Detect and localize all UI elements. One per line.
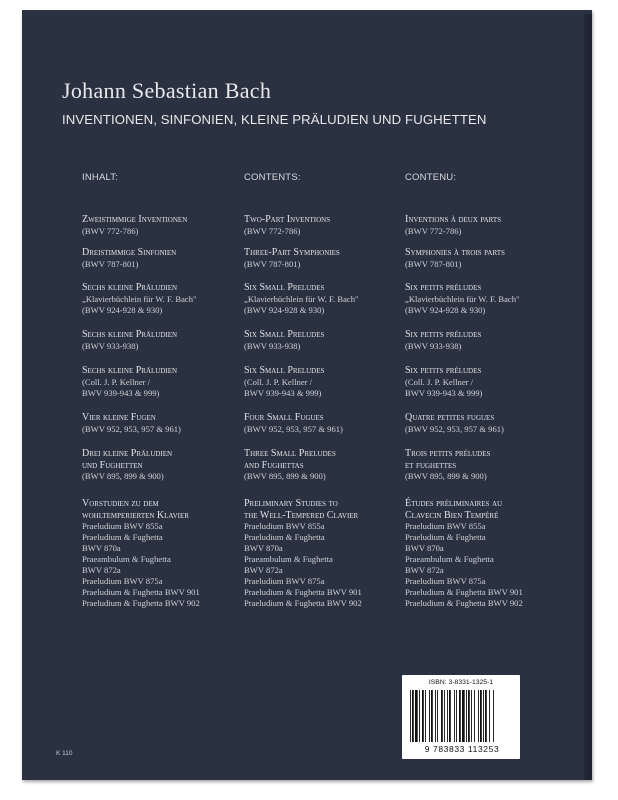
entry-detail-line: „Klavierbüchlein für W. F. Bach" bbox=[405, 293, 520, 304]
barcode-bar bbox=[485, 690, 487, 742]
entry-detail-line: BWV 939-943 & 999) bbox=[244, 387, 322, 398]
entry-detail-line: Praeludium BWV 855a bbox=[82, 521, 163, 531]
entry-title: Six petits préludes bbox=[405, 365, 482, 376]
entry-title: Four Small Fugues bbox=[244, 412, 324, 423]
entry-title: Sechs kleine Präludien bbox=[82, 329, 178, 340]
barcode-bar bbox=[471, 690, 472, 742]
contents-entry bbox=[244, 247, 414, 270]
barcode-bar bbox=[456, 690, 457, 742]
entry-detail-line: Praeambulum & Fughetta bbox=[82, 554, 171, 564]
entry-detail-line: (BWV 787-801) bbox=[405, 258, 462, 269]
entry-detail-line: BWV 870a bbox=[82, 543, 121, 553]
entry-title: Three-Part Symphonies bbox=[244, 247, 340, 258]
contents-column-english bbox=[244, 172, 404, 608]
barcode-bar bbox=[415, 690, 418, 742]
contents-entry bbox=[405, 214, 575, 237]
column-header: CONTENU: bbox=[405, 172, 457, 183]
barcode-bar bbox=[478, 690, 479, 742]
contents-entry bbox=[244, 448, 414, 482]
barcode-bar bbox=[493, 690, 494, 742]
entry-detail-line: (BWV 772-786) bbox=[405, 225, 462, 236]
entry-detail-line: (BWV 952, 953, 957 & 961) bbox=[244, 423, 343, 434]
entry-detail-line: Praeludium & Fughetta BWV 902 bbox=[244, 598, 362, 608]
column-header: CONTENTS: bbox=[244, 172, 301, 183]
entry-detail-line: Praeludium & Fughetta BWV 901 bbox=[244, 587, 362, 597]
entry-title: Drei kleine Präludien und Fughetten bbox=[82, 448, 173, 471]
entry-detail-line: Praeludium & Fughetta BWV 902 bbox=[82, 598, 200, 608]
entry-title: Sechs kleine Präludien bbox=[82, 282, 178, 293]
contents-entry bbox=[244, 498, 414, 609]
contents-column-german bbox=[82, 172, 242, 608]
contents-entry bbox=[405, 448, 575, 482]
barcode-bar bbox=[462, 690, 465, 742]
entry-title: Six petits préludes bbox=[405, 329, 482, 340]
entry-title: Zweistimmige Inventionen bbox=[82, 214, 188, 225]
entry-title: Six Small Preludes bbox=[244, 282, 325, 293]
entry-detail-line: „Klavierbüchlein für W. F. Bach" bbox=[244, 293, 359, 304]
column-header: INHALT: bbox=[82, 172, 119, 183]
barcode-bar bbox=[425, 690, 426, 742]
entry-detail-line: BWV 872a bbox=[405, 565, 444, 575]
contents-entry bbox=[244, 214, 414, 237]
barcode-icon bbox=[410, 690, 514, 742]
entry-title: Vorstudien zu dem wohltemperierten Klavier bbox=[82, 498, 189, 521]
entry-detail-line: (Coll. J. P. Kellner / bbox=[82, 376, 151, 387]
entry-title: Six Small Preludes bbox=[244, 365, 325, 376]
entry-detail-line: BWV 872a bbox=[82, 565, 121, 575]
barcode-bar bbox=[410, 690, 411, 742]
entry-detail-line: Praeambulum & Fughetta bbox=[405, 554, 494, 564]
entry-detail-line: Praeludium & Fughetta bbox=[244, 532, 325, 542]
entry-title: Symphonies à trois parts bbox=[405, 247, 505, 258]
catalog-number: K 110 bbox=[56, 750, 73, 757]
entry-detail-line: (Coll. J. P. Kellner / bbox=[405, 376, 474, 387]
contents-entry bbox=[244, 412, 414, 435]
entry-detail-line: (BWV 924-928 & 930) bbox=[405, 304, 486, 315]
entry-detail-line: (BWV 952, 953, 957 & 961) bbox=[405, 423, 504, 434]
entry-detail-line: Praeludium BWV 875a bbox=[82, 576, 163, 586]
barcode-bar bbox=[419, 690, 420, 742]
barcode-bar bbox=[412, 690, 414, 742]
entry-title: Dreistimmige Sinfonien bbox=[82, 247, 177, 258]
cover-spine-edge bbox=[584, 14, 592, 780]
entry-title: Three Small Preludes and Fughettas bbox=[244, 448, 336, 471]
barcode-bar bbox=[483, 690, 484, 742]
entry-title: Quatre petites fugues bbox=[405, 412, 495, 423]
entry-detail-line: BWV 870a bbox=[405, 543, 444, 553]
contents-entry bbox=[405, 412, 575, 435]
barcode-panel bbox=[402, 675, 520, 759]
entry-detail-line: BWV 939-943 & 999) bbox=[405, 387, 483, 398]
entry-detail-line: (Coll. J. P. Kellner / bbox=[244, 376, 313, 387]
entry-detail-line: Praeludium & Fughetta BWV 901 bbox=[82, 587, 200, 597]
entry-detail-line: BWV 939-943 & 999) bbox=[82, 387, 160, 398]
entry-title: Études préliminaires au Clavecin Bien Tempéré bbox=[405, 498, 503, 521]
contents-entry bbox=[244, 282, 414, 316]
entry-detail-line: „Klavierbüchlein für W. F. Bach" bbox=[82, 293, 197, 304]
contents-entry bbox=[82, 448, 252, 482]
entry-title: Six Small Preludes bbox=[244, 329, 325, 340]
entry-detail-line: (BWV 895, 899 & 900) bbox=[405, 471, 487, 481]
entry-detail-line: (BWV 895, 899 & 900) bbox=[244, 471, 326, 481]
contents-entry bbox=[405, 329, 575, 352]
entry-detail-line: (BWV 772-786) bbox=[82, 225, 139, 236]
barcode-bar bbox=[429, 690, 430, 742]
entry-detail-line: Praeludium BWV 855a bbox=[244, 521, 325, 531]
barcode-bar bbox=[441, 690, 443, 742]
entry-detail-line: (BWV 933-938) bbox=[405, 340, 462, 351]
entry-detail-line: Praeludium & Fughetta BWV 901 bbox=[405, 587, 523, 597]
entry-detail-line: Praeludium & Fughetta bbox=[405, 532, 486, 542]
barcode-bar bbox=[474, 690, 475, 742]
contents-entry bbox=[244, 329, 414, 352]
barcode-bar bbox=[449, 690, 451, 742]
entry-detail-line: (BWV 787-801) bbox=[82, 258, 139, 269]
entry-detail-line: (BWV 924-928 & 930) bbox=[244, 304, 325, 315]
entry-title: Six petits préludes bbox=[405, 282, 482, 293]
contents-entry bbox=[405, 282, 575, 316]
barcode-bar bbox=[480, 690, 482, 742]
entry-detail-line: (BWV 933-938) bbox=[244, 340, 301, 351]
entry-title: Sechs kleine Präludien bbox=[82, 365, 178, 376]
composer-name: Johann Sebastian Bach bbox=[62, 78, 272, 103]
contents-entry bbox=[82, 498, 252, 609]
work-title: INVENTIONEN, SINFONIEN, KLEINE PRÄLUDIEN UND FUGHETTEN bbox=[62, 112, 487, 127]
contents-entry bbox=[405, 365, 575, 399]
entry-detail-line: (BWV 924-928 & 930) bbox=[82, 304, 163, 315]
entry-title: Two-Part Inventions bbox=[244, 214, 331, 225]
barcode-bar bbox=[489, 690, 490, 742]
entry-detail-line: Praeludium BWV 875a bbox=[244, 576, 325, 586]
contents-entry bbox=[244, 365, 414, 399]
entry-title: Vier kleine Fugen bbox=[82, 412, 156, 423]
barcode-bar bbox=[454, 690, 455, 742]
entry-title: Preliminary Studies to the Well-Tempered Clavier bbox=[244, 498, 359, 521]
entry-detail-line: Praeludium & Fughetta BWV 902 bbox=[405, 598, 523, 608]
barcode-bar bbox=[459, 690, 461, 742]
contents-entry bbox=[82, 282, 252, 316]
entry-detail-line: (BWV 787-801) bbox=[244, 258, 301, 269]
contents-entry bbox=[82, 247, 252, 270]
entry-detail-line: (BWV 933-938) bbox=[82, 340, 139, 351]
contents-entry bbox=[405, 247, 575, 270]
barcode-bar bbox=[435, 690, 436, 742]
entry-detail-line: (BWV 772-786) bbox=[244, 225, 301, 236]
entry-detail-line: Praeludium BWV 855a bbox=[405, 521, 486, 531]
barcode-bar bbox=[468, 690, 470, 742]
barcode-bar bbox=[444, 690, 445, 742]
entry-detail-line: Praeambulum & Fughetta bbox=[244, 554, 333, 564]
entry-detail-line: Praeludium BWV 875a bbox=[405, 576, 486, 586]
ean-digits: 9 783833 113253 bbox=[424, 744, 500, 754]
entry-detail-line: (BWV 952, 953, 957 & 961) bbox=[82, 423, 181, 434]
contents-entry bbox=[82, 214, 252, 237]
entry-detail-line: BWV 870a bbox=[244, 543, 283, 553]
contents-column-french bbox=[405, 172, 565, 608]
barcode-bar bbox=[431, 690, 433, 742]
barcode-bar bbox=[437, 690, 438, 742]
entry-title: Trois petits préludes et fughettes bbox=[405, 448, 491, 471]
entry-detail-line: BWV 872a bbox=[244, 565, 283, 575]
entry-detail-line: Praeludium & Fughetta bbox=[82, 532, 163, 542]
contents-entry bbox=[405, 498, 575, 609]
contents-entry bbox=[82, 365, 252, 399]
contents-entry bbox=[82, 329, 252, 352]
barcode-bar bbox=[422, 690, 424, 742]
entry-detail-line: (BWV 895, 899 & 900) bbox=[82, 471, 164, 481]
entry-title: Inventions à deux parts bbox=[405, 214, 502, 225]
barcode-bar bbox=[466, 690, 467, 742]
isbn-label: ISBN: 3-8331-1325-1 bbox=[428, 679, 494, 686]
barcode-bar bbox=[447, 690, 448, 742]
contents-entry bbox=[82, 412, 252, 435]
